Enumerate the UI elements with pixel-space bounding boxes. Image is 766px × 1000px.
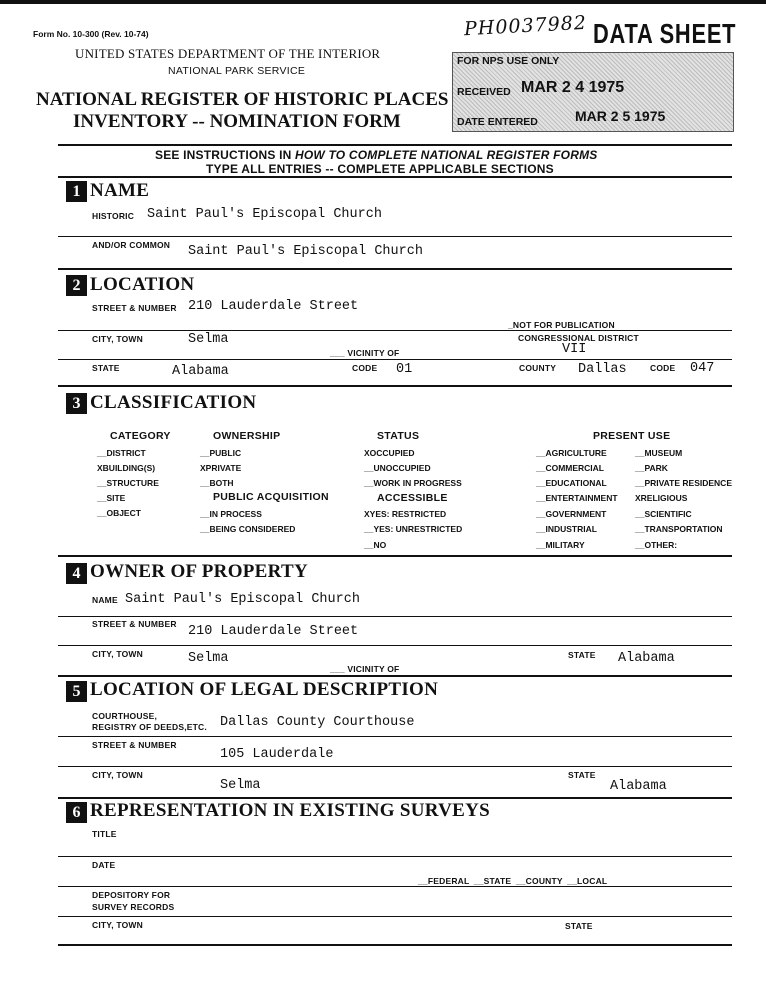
divider [58, 236, 732, 237]
instructions-line-1 [155, 148, 597, 162]
section-4-title: OWNER OF PROPERTY [90, 561, 309, 582]
top-border [0, 0, 766, 4]
section-5-title: LOCATION OF LEGAL DESCRIPTION [90, 679, 439, 700]
legal-state: Alabama [610, 779, 667, 794]
nps-use-label: FOR NPS USE ONLY [457, 55, 560, 67]
divider [58, 176, 732, 178]
divider [58, 616, 732, 617]
depository-label-1: DEPOSITORY FOR [92, 890, 171, 900]
historic-name: Saint Paul's Episcopal Church [147, 207, 382, 222]
depository-label-2: SURVEY RECORDS [92, 902, 175, 912]
instructions-text: SEE INSTRUCTIONS IN [155, 148, 296, 162]
present-use-option: __MUSEUM [635, 448, 683, 458]
common-name-label: AND/OR COMMON [92, 240, 171, 250]
category-option: __STRUCTURE [97, 478, 159, 488]
historic-label: HISTORIC [92, 211, 135, 221]
survey-state-label: STATE [565, 921, 593, 931]
courthouse-label: COURTHOUSE, [92, 711, 158, 721]
owner-state: Alabama [618, 651, 675, 666]
category-option: __DISTRICT [97, 448, 146, 458]
present-use-option: __EDUCATIONAL [536, 478, 607, 488]
city-label: CITY, TOWN [92, 334, 143, 344]
ownership-option: XPRIVATE [200, 463, 242, 473]
present-use-heading: PRESENT USE [593, 430, 671, 442]
divider [58, 675, 732, 677]
nps-use-box [452, 52, 734, 132]
date-entered-label: DATE ENTERED [457, 116, 538, 128]
divider [58, 856, 732, 857]
present-use-option: __OTHER: [635, 540, 678, 550]
section-1-number: 1 [66, 181, 87, 202]
divider [58, 645, 732, 646]
acquisition-option: __IN PROCESS [200, 509, 262, 519]
accessible-option: __YES: UNRESTRICTED [364, 524, 463, 534]
divider [58, 359, 732, 360]
ownership-option: __PUBLIC [200, 448, 242, 458]
service-name: NATIONAL PARK SERVICE [168, 65, 306, 77]
divider [58, 330, 732, 331]
category-heading: CATEGORY [110, 430, 171, 442]
section-5-number: 5 [66, 681, 87, 702]
divider [58, 944, 732, 946]
owner-state-label: STATE [568, 650, 596, 660]
owner-street: 210 Lauderdale Street [188, 624, 359, 639]
date-entered-stamp: MAR 2 5 1975 [575, 108, 666, 124]
instructions-italic: HOW TO COMPLETE NATIONAL REGISTER FORMS [295, 148, 598, 162]
owner-vicinity: ___ VICINITY OF [330, 664, 400, 674]
vicinity-of: ___ VICINITY OF [330, 348, 400, 358]
not-for-publication: _NOT FOR PUBLICATION [508, 320, 615, 330]
survey-date-label: DATE [92, 860, 116, 870]
section-2-number: 2 [66, 275, 87, 296]
handwritten-id: PH0037982 [463, 11, 588, 41]
department-name: UNITED STATES DEPARTMENT OF THE INTERIOR [75, 46, 381, 61]
state: Alabama [172, 364, 229, 379]
divider [58, 916, 732, 917]
section-2-title: LOCATION [90, 274, 195, 295]
form-number: Form No. 10-300 (Rev. 10-74) [33, 29, 149, 39]
category-option: XBUILDING(S) [97, 463, 156, 473]
received-label: RECEIVED [457, 86, 511, 98]
present-use-option: __PARK [635, 463, 668, 473]
survey-levels: __FEDERAL __STATE __COUNTY __LOCAL [418, 876, 608, 886]
present-use-option: __ENTERTAINMENT [536, 493, 618, 503]
legal-street: 105 Lauderdale [220, 747, 334, 762]
legal-city-label: CITY, TOWN [92, 770, 143, 780]
owner-street-label: STREET & NUMBER [92, 619, 177, 629]
survey-title-label: TITLE [92, 829, 117, 839]
data-sheet-label: DATA SHEET [593, 18, 737, 49]
present-use-option: __SCIENTIFIC [635, 509, 692, 519]
legal-state-label: STATE [568, 770, 596, 780]
present-use-option: __TRANSPORTATION [635, 524, 723, 534]
section-3-title: CLASSIFICATION [90, 392, 257, 413]
section-3-number: 3 [66, 393, 87, 414]
legal-street-label: STREET & NUMBER [92, 740, 177, 750]
survey-city-label: CITY, TOWN [92, 920, 143, 930]
status-option: __WORK IN PROGRESS [364, 478, 462, 488]
present-use-option: __COMMERCIAL [536, 463, 605, 473]
owner-city: Selma [188, 651, 229, 666]
owner-name: Saint Paul's Episcopal Church [125, 592, 360, 607]
section-1-title: NAME [90, 180, 150, 201]
form-title-2: INVENTORY -- NOMINATION FORM [73, 111, 401, 132]
city: Selma [188, 332, 229, 347]
ownership-option: __BOTH [200, 478, 234, 488]
acquisition-option: __BEING CONSIDERED [200, 524, 296, 534]
section-6-number: 6 [66, 802, 87, 823]
divider [58, 144, 732, 146]
present-use-option: XRELIGIOUS [635, 493, 688, 503]
street-number-label: STREET & NUMBER [92, 303, 177, 313]
status-option: XOCCUPIED [364, 448, 415, 458]
divider [58, 268, 732, 270]
present-use-option: __MILITARY [536, 540, 585, 550]
owner-city-label: CITY, TOWN [92, 649, 143, 659]
divider [58, 797, 732, 799]
street-address: 210 Lauderdale Street [188, 299, 359, 314]
legal-city: Selma [220, 778, 261, 793]
congressional-district-label: CONGRESSIONAL DISTRICT [518, 333, 639, 343]
county-code: 047 [690, 361, 715, 376]
accessible-option: XYES: RESTRICTED [364, 509, 447, 519]
accessible-option: __NO [364, 540, 387, 550]
received-stamp: MAR 2 4 1975 [521, 79, 625, 96]
category-option: __SITE [97, 493, 126, 503]
form-title-1: NATIONAL REGISTER OF HISTORIC PLACES [36, 89, 449, 110]
owner-name-label: NAME [92, 595, 118, 605]
present-use-option: __INDUSTRIAL [536, 524, 597, 534]
divider [58, 886, 732, 887]
accessible-heading: ACCESSIBLE [377, 492, 448, 504]
courthouse: Dallas County Courthouse [220, 715, 415, 730]
instructions-line-2: TYPE ALL ENTRIES -- COMPLETE APPLICABLE SECTIONS [206, 162, 554, 176]
common-name: Saint Paul's Episcopal Church [188, 244, 423, 259]
state-label: STATE [92, 363, 120, 373]
county-code-label: CODE [650, 363, 676, 373]
category-option: __OBJECT [97, 508, 141, 518]
section-6-title: REPRESENTATION IN EXISTING SURVEYS [90, 800, 491, 821]
divider [58, 766, 732, 767]
county-label: COUNTY [519, 363, 557, 373]
status-option: __UNOCCUPIED [364, 463, 431, 473]
present-use-option: __AGRICULTURE [536, 448, 607, 458]
public-acquisition-heading: PUBLIC ACQUISITION [213, 491, 329, 503]
county: Dallas [578, 362, 627, 377]
registry-label: REGISTRY OF DEEDS,ETC. [92, 722, 207, 732]
section-4-number: 4 [66, 563, 87, 584]
divider [58, 736, 732, 737]
congressional-district: VII [562, 342, 587, 357]
divider [58, 555, 732, 557]
ownership-heading: OWNERSHIP [213, 430, 281, 442]
divider [58, 385, 732, 387]
present-use-option: __GOVERNMENT [536, 509, 607, 519]
status-heading: STATUS [377, 430, 420, 442]
state-code-label: CODE [352, 363, 378, 373]
state-code: 01 [396, 362, 413, 377]
present-use-option: __PRIVATE RESIDENCE [635, 478, 732, 488]
